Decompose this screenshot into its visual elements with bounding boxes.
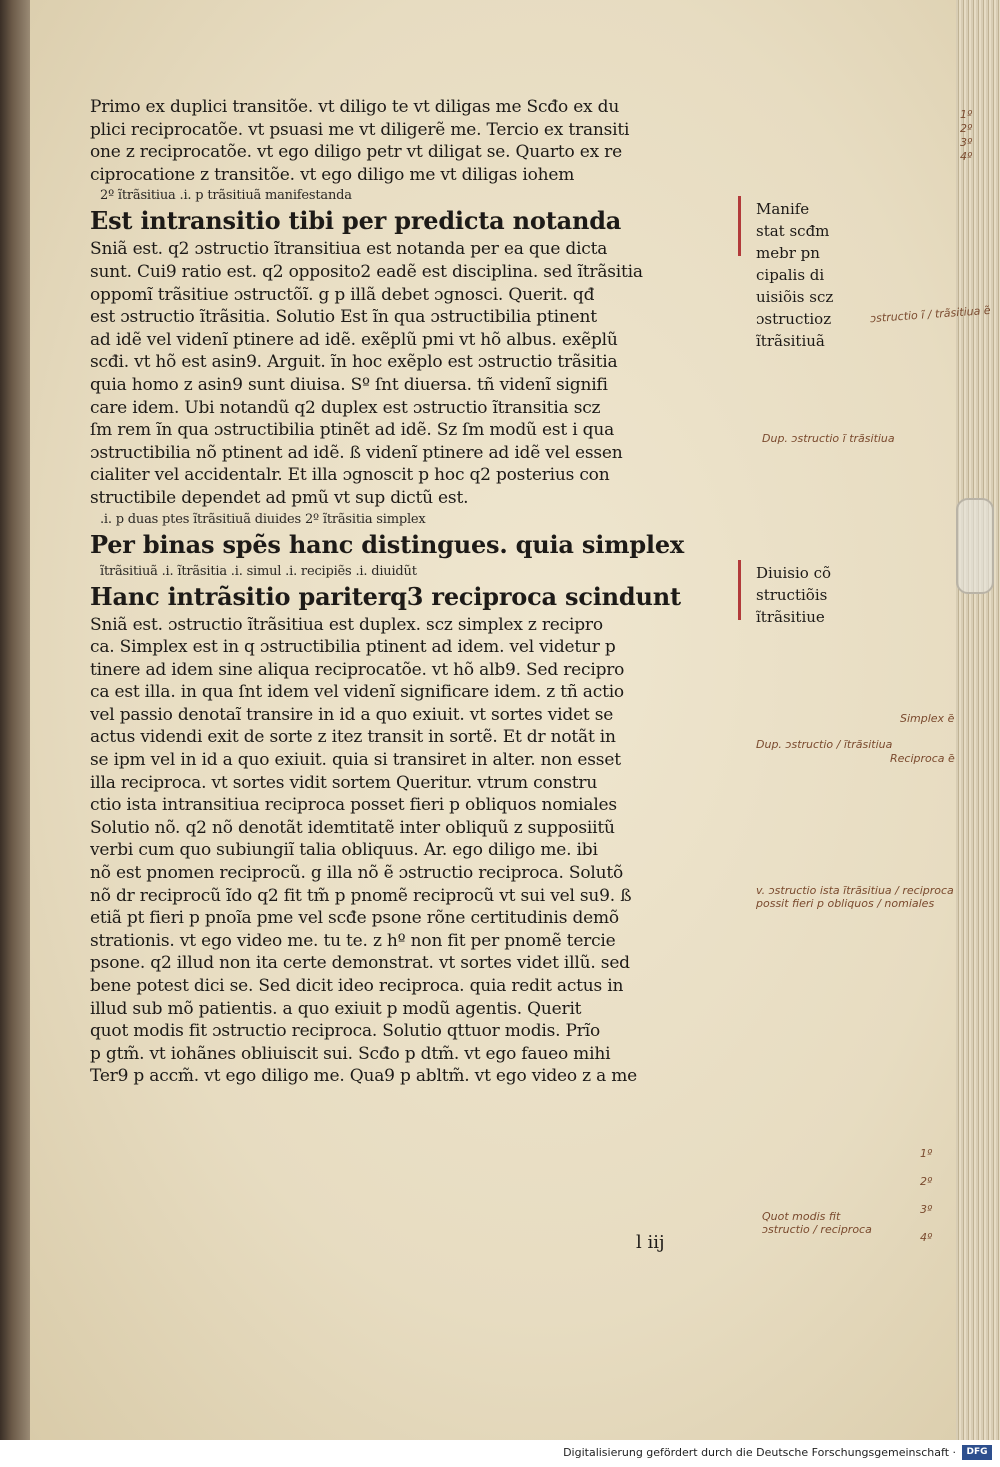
- text-line: strationis. vt ego video me. tu te. z hº non fit per pnomẽ tercie: [90, 930, 616, 951]
- handwritten-numbering: [960, 108, 972, 164]
- text-line: etiã pt fieri p pnoĩa pme vel scđe psone rõne certitudinis demõ: [90, 908, 619, 929]
- handwritten-numbering: [920, 1140, 932, 1252]
- footer-bar: [0, 1440, 1000, 1467]
- text-line: ca. Simplex est in q ɔstructibilia ptinent ad idem. vel videtur p: [90, 637, 616, 658]
- side-note-line: ĩtrãsitiuã: [756, 332, 825, 350]
- text-line: Ter9 p accm̃. vt ego diligo me. Qua9 p abltm̃. vt ego video z a me: [90, 1066, 638, 1087]
- text-line: oppomĩ trãsitiue ɔstructõĩ. g p illã debet ɔgnosci. Querit. qđ: [90, 284, 595, 305]
- page-clip: [956, 498, 994, 594]
- page-number: l iij: [636, 1232, 665, 1253]
- text-line: Primo ex duplici transitõe. vt diligo te vt diligas me Scđo ex du: [90, 97, 620, 117]
- text-line: ad idẽ vel videnĩ ptinere ad idẽ. exẽplũ pmi vt hõ albus. exẽplũ: [90, 329, 618, 350]
- handwritten-note: Quot modis fit ɔstructio / reciproca: [762, 1210, 872, 1236]
- handwritten-number: 1º: [920, 1147, 933, 1160]
- text-line: p gtm̃. vt iohãnes obliuiscit sui. Scđo p dtm̃. vt ego faueo mihi: [90, 1043, 611, 1064]
- text-line: nõ dr reciprocũ ĩdo q2 fit tm̃ p pnomẽ reciprocũ vt sui vel su9. ß: [90, 885, 632, 906]
- text-line: sunt. Cui9 ratio est. q2 opposito2 eadẽ est disciplina. sed ĩtrãsitia: [90, 261, 643, 282]
- footer-credit: Digitalisierung gefördert durch die Deutsche Forschungsgemeinschaft ·: [563, 1446, 956, 1459]
- text-line: verbi cum quo subiungiĩ talia obliquus. Ar. ego diligo me. ibi: [90, 840, 598, 861]
- text-line: quia homo z asin9 sunt diuisa. Sº ſnt diuersa. tñ videnĩ signifi: [90, 374, 608, 395]
- dfg-logo: DFG: [962, 1445, 992, 1460]
- side-note-line: mebr pn: [756, 244, 820, 262]
- side-note-line: stat scđm: [756, 222, 830, 240]
- text-line: tinere ad idem sine aliqua reciprocatõe. vt hõ alb9. Sed recipro: [90, 659, 625, 680]
- main-text-block: [90, 96, 760, 1088]
- side-note: [756, 198, 876, 352]
- handwritten-note: Dup. ɔstructio / ĩtrãsitiua: [756, 738, 893, 751]
- text-line: Solutio nõ. q2 nõ denotãt idemtitatẽ inter obliquũ z supposiitũ: [90, 817, 615, 838]
- text-line: one z reciprocatõe. vt ego diligo petr vt diligat se. Quarto ex re: [90, 142, 622, 163]
- interlinear-gloss: ĩtrãsitiuã .i. ĩtrãsitia .i. simul .i. recipiẽs .i. diuidũt: [100, 563, 417, 579]
- handwritten-number: 3º: [920, 1203, 933, 1216]
- side-note: [756, 562, 876, 628]
- text-line: illud sub mõ patientis. a quo exiuit p modũ agentis. Querit: [90, 998, 582, 1019]
- handwritten-number: 4º: [920, 1231, 933, 1244]
- side-note-line: ɔstructioz: [756, 310, 832, 328]
- text-line: vel passio denotaĩ transire in id a quo exiuit. vt sortes videt se: [90, 704, 614, 725]
- side-note-line: Manife: [756, 200, 810, 218]
- handwritten-number: 1º: [960, 108, 973, 121]
- handwritten-number: 4º: [960, 150, 973, 163]
- handwritten-note: Reciproca ẽ: [890, 752, 955, 765]
- rubric-mark: [738, 196, 757, 256]
- interlinear-gloss: .i. p duas ptes ĩtrãsitiuã diuides 2º ĩtrãsitia simplex: [100, 511, 426, 527]
- text-line: nõ est pnomen reciprocũ. g illa nõ ẽ ɔstructio reciproca. Solutõ: [90, 863, 624, 884]
- side-note-line: ĩtrãsitiue: [756, 608, 825, 626]
- handwritten-number: 2º: [920, 1175, 933, 1188]
- text-line: care idem. Ubi notandũ q2 duplex est ɔstructio ĩtransitia scz: [90, 397, 601, 418]
- text-line: illa reciproca. vt sortes vidit sortem Queritur. vtrum constru: [90, 772, 598, 793]
- handwritten-number: 2º: [960, 122, 973, 135]
- text-line: ctio ista intransitiua reciproca posset fieri p obliquos nomiales: [90, 795, 617, 816]
- text-line: ca est illa. in qua ſnt idem vel videnĩ significare idem. z tñ actio: [90, 682, 624, 703]
- handwritten-note: ɔstructio ĩ / trãsitiua ẽ: [869, 303, 992, 326]
- verse-line: Hanc intrãsitio pariterq3 reciproca scindunt: [90, 581, 681, 611]
- text-line: quot modis fit ɔstructio reciproca. Solutio qttuor modis. Prĩo: [90, 1021, 600, 1042]
- interlinear-gloss: 2º ĩtrãsitiua .i. p trãsitiuã manifestanda: [100, 188, 352, 204]
- text-line: se ipm vel in id a quo exiuit. quia si transiret in alter. non esset: [90, 750, 621, 771]
- handwritten-note: Dup. ɔstructio ĩ trãsitiua: [762, 432, 895, 445]
- handwritten-note: v. ɔstructio ista ĩtrãsitiua / reciproca possit fieri p obliquos / nomiales: [756, 884, 954, 910]
- rubric-mark: [738, 560, 757, 620]
- text-line: ſm rem ĩn qua ɔstructibilia ptinẽt ad idẽ. Sz ſm modũ est i qua: [90, 420, 615, 441]
- text-line: scđi. vt hõ est asin9. Arguit. ĩn hoc exẽplo est ɔstructio trãsitia: [90, 352, 618, 373]
- text-line: plici reciprocatõe. vt psuasi me vt diligerẽ me. Tercio ex transiti: [90, 119, 630, 140]
- text-line: bene potest dici se. Sed dicit ideo reciproca. quia redit actus in: [90, 976, 624, 996]
- side-note-line: cipalis di: [756, 266, 825, 284]
- text-line: ciprocatione z transitõe. vt ego diligo me vt diligas iohem: [90, 164, 575, 185]
- side-note-line: structiõis: [756, 586, 828, 604]
- side-note-line: Diuisio cõ: [756, 564, 832, 582]
- text-line: psone. q2 illud non ita certe demonstrat. vt sortes videt illũ. sed: [90, 953, 630, 974]
- text-line: cialiter vel accidentalr. Et illa ɔgnoscit p hoc q2 posterius con: [90, 465, 610, 486]
- text-line: actus videndi exit de sorte z itez transit in sortẽ. Et dr notãt in: [90, 727, 616, 748]
- handwritten-number: 3º: [960, 136, 973, 149]
- text-line: Sniã est. q2 ɔstructio ĩtransitiua est notanda per ea que dicta: [90, 239, 608, 260]
- text-line: ɔstructibilia nõ ptinent ad idẽ. ß videnĩ ptinere ad idẽ vel essen: [90, 442, 623, 463]
- text-line: structibile dependet ad pmũ vt sup dictũ est.: [90, 487, 469, 508]
- handwritten-note: Simplex ẽ: [900, 712, 955, 725]
- verse-line: Est intransitio tibi per predicta notanda: [90, 206, 622, 236]
- verse-line: Per binas spẽs hanc distingues. quia simplex: [90, 529, 685, 559]
- side-note-line: uisiõis scz: [756, 288, 834, 306]
- page-edges: [956, 0, 1000, 1440]
- text-line: Sniã est. ɔstructio ĩtrãsitiua est duplex. scz simplex z recipro: [90, 614, 603, 635]
- text-line: est ɔstructio ĩtrãsitia. Solutio Est ĩn qua ɔstructibilia ptinent: [90, 307, 597, 328]
